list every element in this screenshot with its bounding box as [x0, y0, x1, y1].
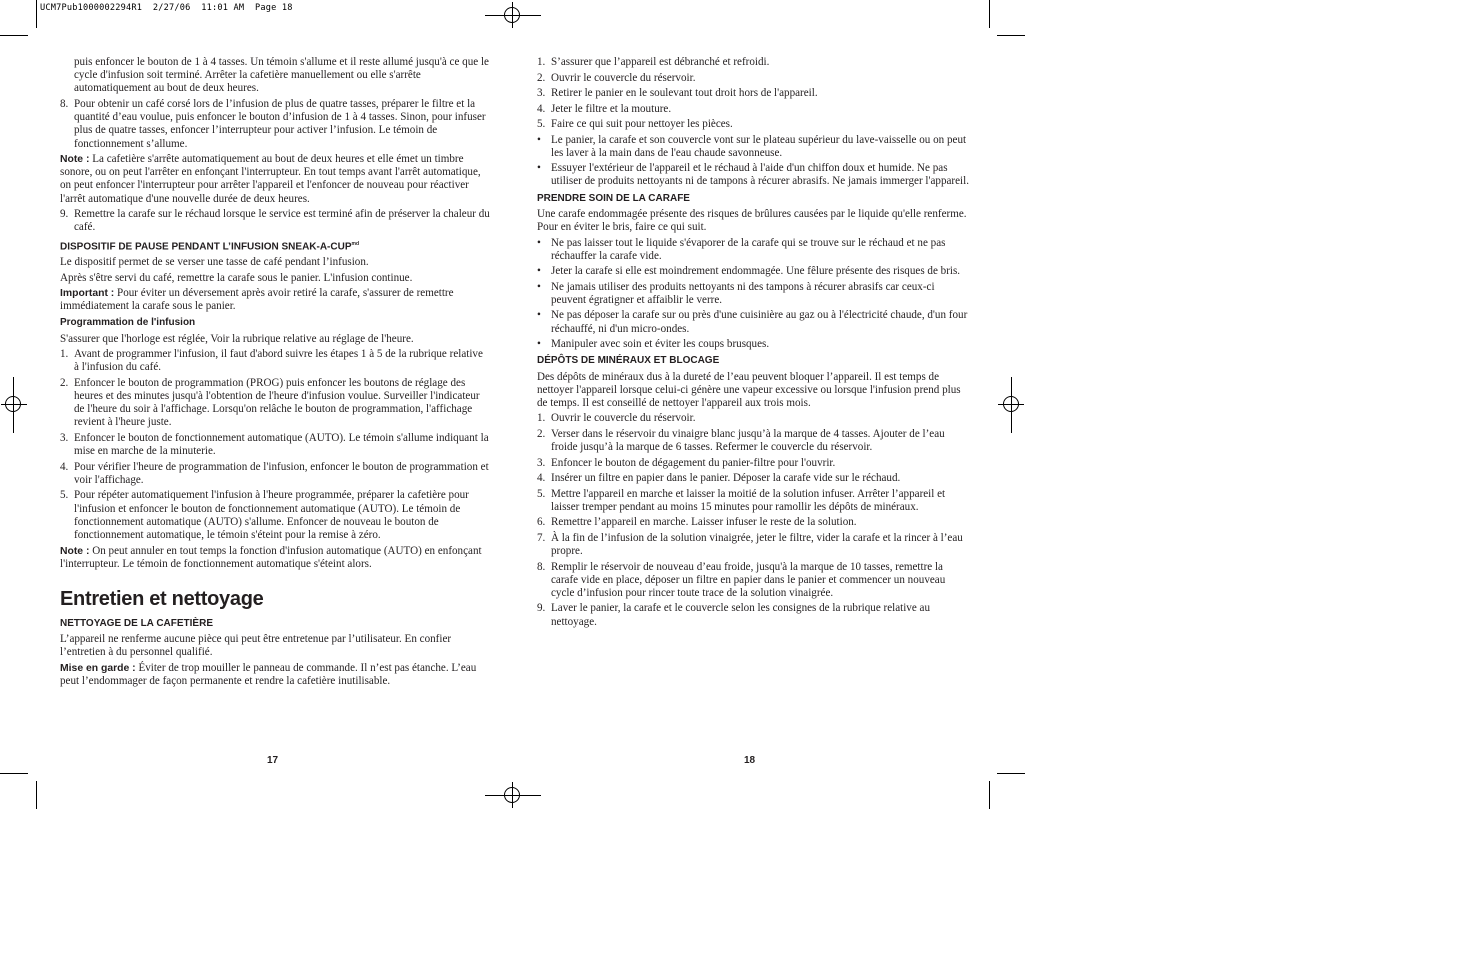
note-text: La cafetière s'arrête automatiquement au bout de deux heures et elle émet un timbre sonore, ou on peut l'arrêter en enfonçant l'interrupteur. En tout temps avant l'arrêt automatique, on peut enfoncer l'interrupteur pour arrêter l'appareil et l'enfoncer de nouveau pour réactiver l'arrêt automatique d'une nouvelle durée de deux heures. — [60, 153, 481, 205]
page-18-column — [537, 56, 969, 631]
bullet-text: Le panier, la carafe et son couvercle vont sur le plateau supérieur du lave-vaisselle ou on peut les laver à la main dans de l'eau chaude savonneuse. — [551, 133, 967, 159]
carafe-heading: PRENDRE SOIN DE LA CARAFE — [537, 192, 690, 204]
warning-note — [60, 662, 490, 688]
crop-mark — [0, 773, 28, 774]
bullet-text: Essuyer l'extérieur de l'appareil et le réchaud à l'aide d'un chiffon doux et humide. Ne pas utiliser de produits nettoyants ni de tampons à récurer abrasifs. Ne jamais immerger l'appareil. — [551, 162, 969, 188]
note-auto-off — [60, 153, 490, 206]
carafe-bullets — [537, 237, 969, 352]
step-number: 2. — [60, 376, 69, 389]
step-text: Remplir le réservoir de nouveau d’eau froide, jusqu'à la marque de 10 tasses, remettre la carafe vide en place, déposer un filtre en papier dans le panier et commencer un nouveau cycle d’infusion pour rincer toute trace de la solution vinaigrée. — [551, 560, 946, 599]
bullet-icon: • — [537, 309, 541, 322]
step-number: 1. — [537, 56, 546, 68]
note-label: Note : — [60, 545, 90, 557]
warning-label: Mise en garde : — [60, 662, 136, 674]
step-number: 4. — [60, 460, 69, 473]
step-number: 3. — [60, 431, 69, 444]
mineral-step — [537, 516, 969, 529]
step-text: Pour vérifier l'heure de programmation de l'infusion, enfoncer le bouton de programmation et voir l'affichage. — [74, 460, 489, 486]
bullet-icon: • — [537, 280, 541, 293]
cleaning-step — [537, 72, 969, 85]
step-number: 4. — [537, 102, 546, 115]
bullet-icon: • — [537, 265, 541, 278]
step-text: Jeter le filtre et la mouture. — [551, 102, 672, 115]
crop-mark — [989, 0, 990, 28]
programming-step — [60, 348, 490, 374]
step-number: 5. — [537, 118, 546, 130]
bullet-text: Ne pas laisser tout le liquide s'évaporer de la carafe qui se trouve sur le réchaud et ne pas réchauffer la carafe vide. — [551, 236, 946, 262]
step-number: 2. — [537, 427, 546, 440]
bullet-item — [537, 281, 969, 307]
cleaning-bullets — [537, 134, 969, 189]
step-text: Avant de programmer l'infusion, il faut d'abord suivre les étapes 1 à 5 de la rubrique relative à l'infusion du café. — [74, 348, 483, 374]
mineral-step — [537, 488, 969, 514]
cleaning-step — [537, 103, 969, 116]
mineral-step — [537, 561, 969, 601]
mineral-step — [537, 428, 969, 454]
programming-step — [60, 461, 490, 487]
programming-step — [60, 489, 490, 542]
step-text: Verser dans le réservoir du vinaigre blanc jusqu’à la marque de 4 tasses. Ajouter de l’eau froide jusqu’à la marque de 6 tasses. Refermer le couvercle du réservoir. — [551, 427, 945, 454]
sneak-a-cup-paragraph-2: Après s'être servi du café, remettre la carafe sous le panier. L'infusion continue. — [60, 271, 413, 284]
programming-steps-list — [60, 348, 490, 542]
step-number: 3. — [537, 87, 546, 99]
bullet-text: Ne pas déposer la carafe sur ou près d'une cuisinière au gaz ou à l'électricité chaude, d'un four réchauffé, ni d'un micro-ondes. — [551, 309, 968, 335]
step-text: Ouvrir le couvercle du réservoir. — [551, 71, 696, 84]
step-text: S’assurer que l’appareil est débranché et refroidi. — [551, 56, 770, 68]
step-text: Enfoncer le bouton de programmation (PROG) puis enfoncer les boutons de réglage des heures et des minutes jusqu'à l'obtention de l'heure d'infusion voulue. Surveiller l'indicateur de l'heure du soir à l'affichage. Lorsqu'on relâche le bouton de programmation, l'affichage revient à l'heure juste. — [74, 376, 480, 429]
step-text: Enfoncer le bouton de fonctionnement automatique (AUTO). Le témoin s'allume indiquant la mise en marche de la minuterie. — [74, 431, 489, 458]
note-text: On peut annuler en tout temps la fonction d'infusion automatique (AUTO) en enfonçant l'interrupteur. Le témoin de fonctionnement automatique s'éteint alors. — [60, 544, 482, 570]
bullet-item — [537, 265, 969, 278]
mineral-step — [537, 532, 969, 558]
bullet-item — [537, 134, 969, 160]
sneak-a-cup-heading — [60, 238, 490, 254]
crop-mark — [36, 781, 37, 809]
important-label: Important : — [60, 288, 115, 300]
step-text: À la fin de l’infusion de la solution vinaigrée, jeter le filtre, vider la carafe et la rincer à l’eau propre. — [551, 531, 963, 558]
page-17-column — [60, 56, 490, 691]
step-text: Retirer le panier en le soulevant tout droit hors de l'appareil. — [551, 87, 818, 99]
step-number: 8. — [60, 97, 69, 110]
step-text: Pour répéter automatiquement l'infusion à l'heure programmée, préparer la cafetière pour l'infusion et enfoncer le bouton de fonctionnement automatique (AUTO). Le témoin de fonctionnement automatique (AUTO) s'allume. Enfoncer de nouveau le bouton de fonctionnement automatique, le témoin s'éteint pour la remise à zéro. — [74, 489, 469, 541]
page-number-right: 18 — [744, 755, 756, 766]
bullet-text: Manipuler avec soin et éviter les coups brusques. — [551, 338, 770, 351]
mineral-paragraph: Des dépôts de minéraux dus à la dureté de l’eau peuvent bloquer l’appareil. Il est temps de nettoyer l'appareil lorsque celui-ci génère une vapeur excessive ou lorsque l'infusion prend plus de temps. Il est conseillé de nettoyer l'appareil aux trois mois. — [537, 370, 961, 409]
step-text: Mettre l'appareil en marche et laisser la moitié de la solution infuser. Arrêter l’appareil et laisser tremper pendant au moins 15 minutes pour ramollir les dépôts de minéraux. — [551, 487, 946, 513]
page-number-left: 17 — [267, 755, 279, 766]
sneak-a-cup-paragraph-1: Le dispositif permet de se verser une tasse de café pendant l’infusion. — [60, 256, 369, 269]
step-number: 3. — [537, 456, 546, 469]
note-label: Note : — [60, 154, 90, 166]
step-number: 8. — [537, 560, 546, 573]
crop-mark — [997, 35, 1025, 36]
brew-step-9 — [60, 208, 490, 234]
crop-mark — [989, 781, 990, 809]
crop-mark — [0, 35, 28, 36]
bullet-item — [537, 338, 969, 351]
step-text: Pour obtenir un café corsé lors de l’infusion de plus de quatre tasses, préparer le filtre et la quantité d’eau voulue, puis enfoncer le bouton d’infusion de 1 à 4 tasses. Sinon, pour infuser plus de quatre tasses, enfoncer l’interrupteur pour activer l’infusion. Le témoin de fonctionnement s’allume. — [74, 97, 486, 150]
brew-step-8 — [60, 98, 490, 151]
bullet-icon: • — [537, 338, 541, 351]
warning-text: Éviter de trop mouiller le panneau de commande. Il n’est pas étanche. L’eau peut l’endommager de façon permanente et rendre la cafetière inutilisable. — [60, 661, 477, 688]
step-text: Enfoncer le bouton de dégagement du panier-filtre pour l'ouvrir. — [551, 456, 836, 469]
bullet-item — [537, 309, 969, 335]
section-title: Entretien et nettoyage — [60, 587, 264, 610]
brew-step-continuation: puis enfoncer le bouton de 1 à 4 tasses. Un témoin s'allume et il reste allumé jusqu'à ce que le cycle d'infusion soit terminé. Arrêter la cafetière manuellement ou elle s'arrête automatiquement au bout de deux heures. — [74, 56, 489, 95]
mineral-step — [537, 457, 969, 470]
important-note — [60, 287, 490, 313]
cleaning-step — [537, 87, 969, 100]
step-number: 4. — [537, 472, 546, 485]
crop-mark — [36, 0, 37, 28]
crop-mark — [997, 773, 1025, 774]
cleaning-step — [537, 56, 969, 69]
bullet-text: Ne jamais utiliser des produits nettoyants ni des tampons à récurer abrasifs car ceux-ci peuvent égratigner et affaiblir le verre. — [551, 280, 935, 306]
programming-step — [60, 432, 490, 458]
bullet-item — [537, 162, 969, 188]
step-text: Insérer un filtre en papier dans le panier. Déposer la carafe vide sur le réchaud. — [551, 472, 901, 485]
step-number: 5. — [537, 487, 546, 500]
cleaning-step — [537, 118, 969, 131]
step-number: 7. — [537, 531, 546, 544]
programming-step — [60, 377, 490, 430]
bullet-icon: • — [537, 236, 541, 249]
step-number: 1. — [537, 412, 546, 425]
mineral-step — [537, 602, 969, 628]
step-number: 9. — [537, 602, 546, 615]
brew-steps-list-2 — [60, 208, 490, 234]
step-number: 1. — [60, 348, 69, 361]
printer-slug: UCM7Pub1000002294R1 2/27/06 11:01 AM Page 18 — [40, 3, 293, 13]
step-text: Remettre l’appareil en marche. Laisser infuser le reste de la solution. — [551, 516, 857, 529]
cleaning-steps-list — [537, 56, 969, 131]
step-number: 5. — [60, 489, 69, 502]
bullet-text: Jeter la carafe si elle est moindrement endommagée. Une fêlure présente des risques de bris. — [551, 265, 961, 278]
step-text: Faire ce qui suit pour nettoyer les pièces. — [551, 118, 733, 130]
heading-text: DISPOSITIF DE PAUSE PENDANT L’INFUSION SNEAK-A-CUP — [60, 240, 352, 252]
step-number: 2. — [537, 71, 546, 84]
note-cancel-auto — [60, 545, 490, 571]
mineral-step — [537, 412, 969, 425]
cleaning-paragraph: L’appareil ne renferme aucune pièce qui peut être entretenue par l’utilisateur. En confier l’entretien à du personnel qualifié. — [60, 633, 452, 659]
programming-heading: Programmation de l'infusion — [60, 317, 196, 329]
mineral-heading: DÉPÔTS DE MINÉRAUX ET BLOCAGE — [537, 355, 720, 367]
important-text: Pour éviter un déversement après avoir retiré la carafe, s'assurer de remettre immédiatement la carafe sous le panier. — [60, 287, 454, 313]
carafe-paragraph: Une carafe endommagée présente des risques de brûlures causées par le liquide qu'elle renferme. Pour en éviter le bris, faire ce qui suit. — [537, 207, 967, 234]
trademark-mark: md — [351, 240, 360, 247]
cleaning-heading: NETTOYAGE DE LA CAFETIÈRE — [60, 617, 213, 629]
step-text: Ouvrir le couvercle du réservoir. — [551, 412, 696, 425]
brew-steps-list — [60, 98, 490, 151]
bullet-icon: • — [537, 162, 541, 175]
bullet-item — [537, 237, 969, 263]
mineral-steps-list — [537, 412, 969, 628]
step-number: 9. — [60, 208, 69, 221]
step-number: 6. — [537, 516, 546, 529]
mineral-step — [537, 472, 969, 485]
step-text: Remettre la carafe sur le réchaud lorsque le service est terminé afin de préserver la chaleur du café. — [74, 208, 490, 234]
programming-intro: S'assurer que l'horloge est réglée, Voir la rubrique relative au réglage de l'heure. — [60, 332, 414, 345]
bullet-icon: • — [537, 133, 541, 146]
step-text: Laver le panier, la carafe et le couvercle selon les consignes de la rubrique relative au nettoyage. — [551, 602, 931, 628]
